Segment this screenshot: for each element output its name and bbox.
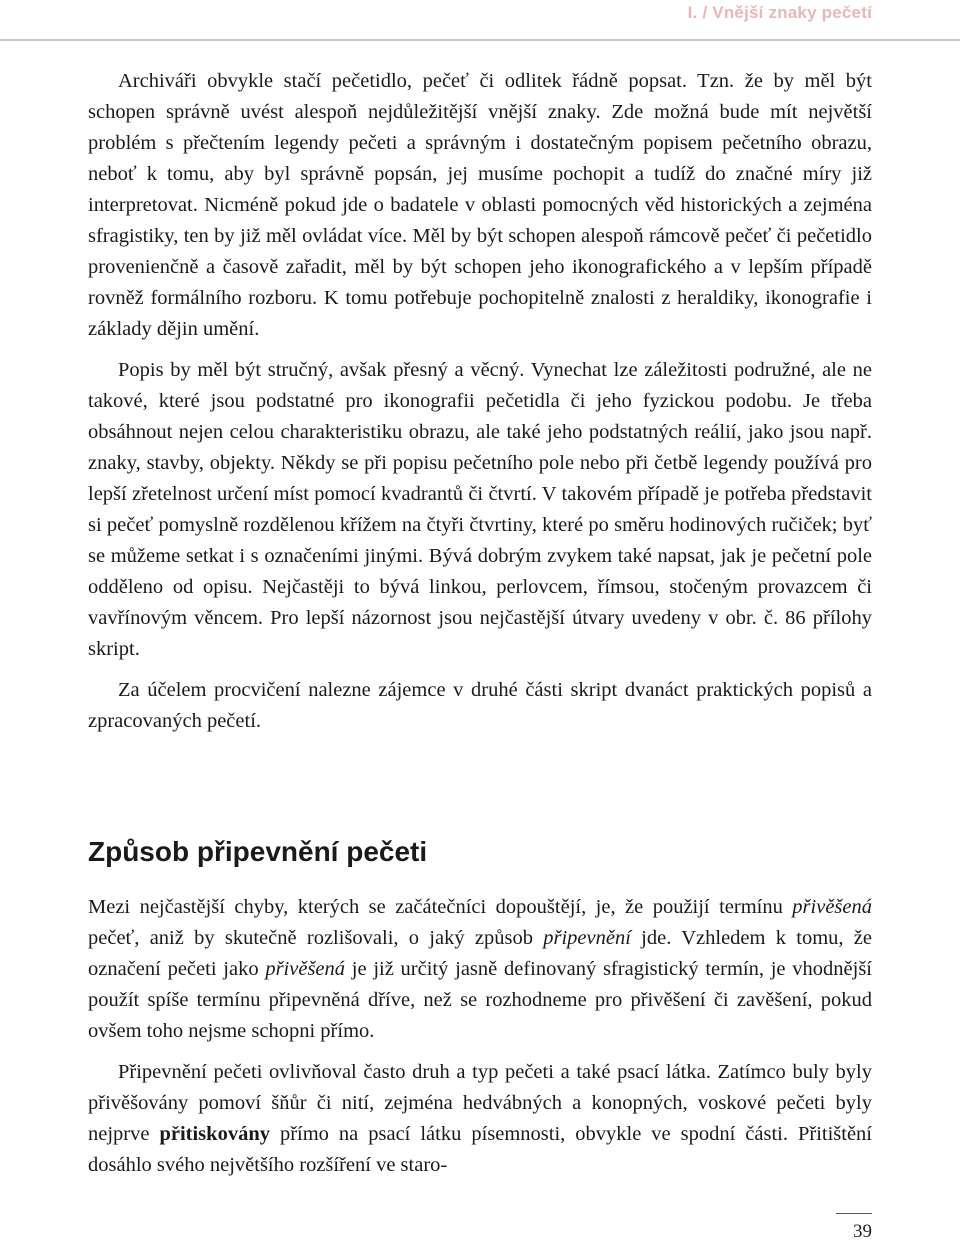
paragraph-4 [88,892,872,1047]
term-privesena-1: přivěšená [792,896,872,918]
paragraph-4-text-1: Mezi nejčastější chyby, kterých se začátečníci dopouštějí, je, že použijí termínu [88,896,793,918]
term-privesena-2: přivěšená [265,958,346,980]
body-text-lower [88,892,872,1181]
paragraph-1: Archiváři obvykle stačí pečetidlo, pečeť či odlitek řádně popsat. Tzn. že by měl být schopen správně uvést alespoň nejdůležitější vnější znaky. Zde možná bude mít největší problém s přečtením legendy pečeti a správným i dostatečným popisem pečetního obrazu, neboť k tomu, aby byl správně popsán, jej musíme pochopit a tudíž do značné míry již interpretovat. Nicméně pokud jde o badatele v oblasti pomocných věd historických a zejména sfragistiky, ten by již měl ovládat více. Měl by být schopen alespoň rámcově pečeť či pečetidlo provenienčně a časově zařadit, měl by být schopen jeho ikonografického a v lepším případě rovněž formálního rozboru. K tomu potřebuje pochopitelně znalosti z heraldiky, ikonografie i základy dějin umění. [88,70,872,340]
running-header: I. / Vnější znaky pečetí [687,3,872,22]
footer-divider [836,1213,872,1214]
page-number: 39 [853,1221,872,1242]
paragraph-5-text-1: Připevnění pečeti ovlivňoval často druh a typ pečeti a také psací látka. Zatímco buly byly přivěšovány pomoví šňůr či nití, zejména hedvábných a konopných, voskové pečeti byly nejprve [88,1061,872,1145]
paragraph-4-text-4: je již určitý jasně definovaný sfragistický termín, je vhodnější použít spíše termínu připevněná dříve, než se rozhodneme pro přivěšení či zavěšení, pokud ovšem toho nejsme schopni přímo. [88,958,872,1042]
section-heading: Způsob připevnění pečeti [88,836,428,867]
paragraph-4-text-2: pečeť, aniž by skutečně rozlišovali, o jaký způsob [88,927,544,949]
paragraph-5 [88,1057,872,1181]
paragraph-4-text-3: jde. Vzhledem k tomu, že označení pečeti jako [88,927,872,980]
paragraph-5-text-2: přímo na psací látku písemnosti, obvykle ve spodní části. Přitištění dosáhlo svého největšího rozšíření ve staro- [88,1123,872,1176]
header-divider [0,39,960,41]
term-pritiskovany: přitiskovány [159,1123,270,1145]
term-pripevneni: připevnění [543,927,631,949]
paragraph-3: Za účelem procvičení nalezne zájemce v druhé části skript dvanáct praktických popisů a zpracovaných pečetí. [88,679,872,732]
paragraph-2: Popis by měl být stručný, avšak přesný a věcný. Vynechat lze záležitosti podružné, ale ne takové, které jsou podstatné pro ikonografii pečetidla či jeho fyzickou podobu. Je třeba obsáhnout nejen celou charakteristiku obrazu, ale také jeho podstatných reálií, jako jsou např. znaky, stavby, objekty. Někdy se při popisu pečetního pole nebo při četbě legendy používá pro lepší zřetelnost určení míst pomocí kvadrantů či čtvrtí. V takovém případě je potřeba představit si pečeť pomyslně rozdělenou křížem na čtyři čtvrtiny, které po směru hodinových ručiček; byť se můžeme setkat i s označeními jinými. Bývá dobrým zvykem také napsat, jak je pečetní pole odděleno od opisu. Nejčastěji to bývá linkou, perlovcem, římsou, stočeným provazcem či vavřínovým věncem. Pro lepší názornost jsou nejčastější útvary uvedeny v obr. č. 86 přílohy skript. [88,359,872,660]
body-text-upper [88,66,872,737]
